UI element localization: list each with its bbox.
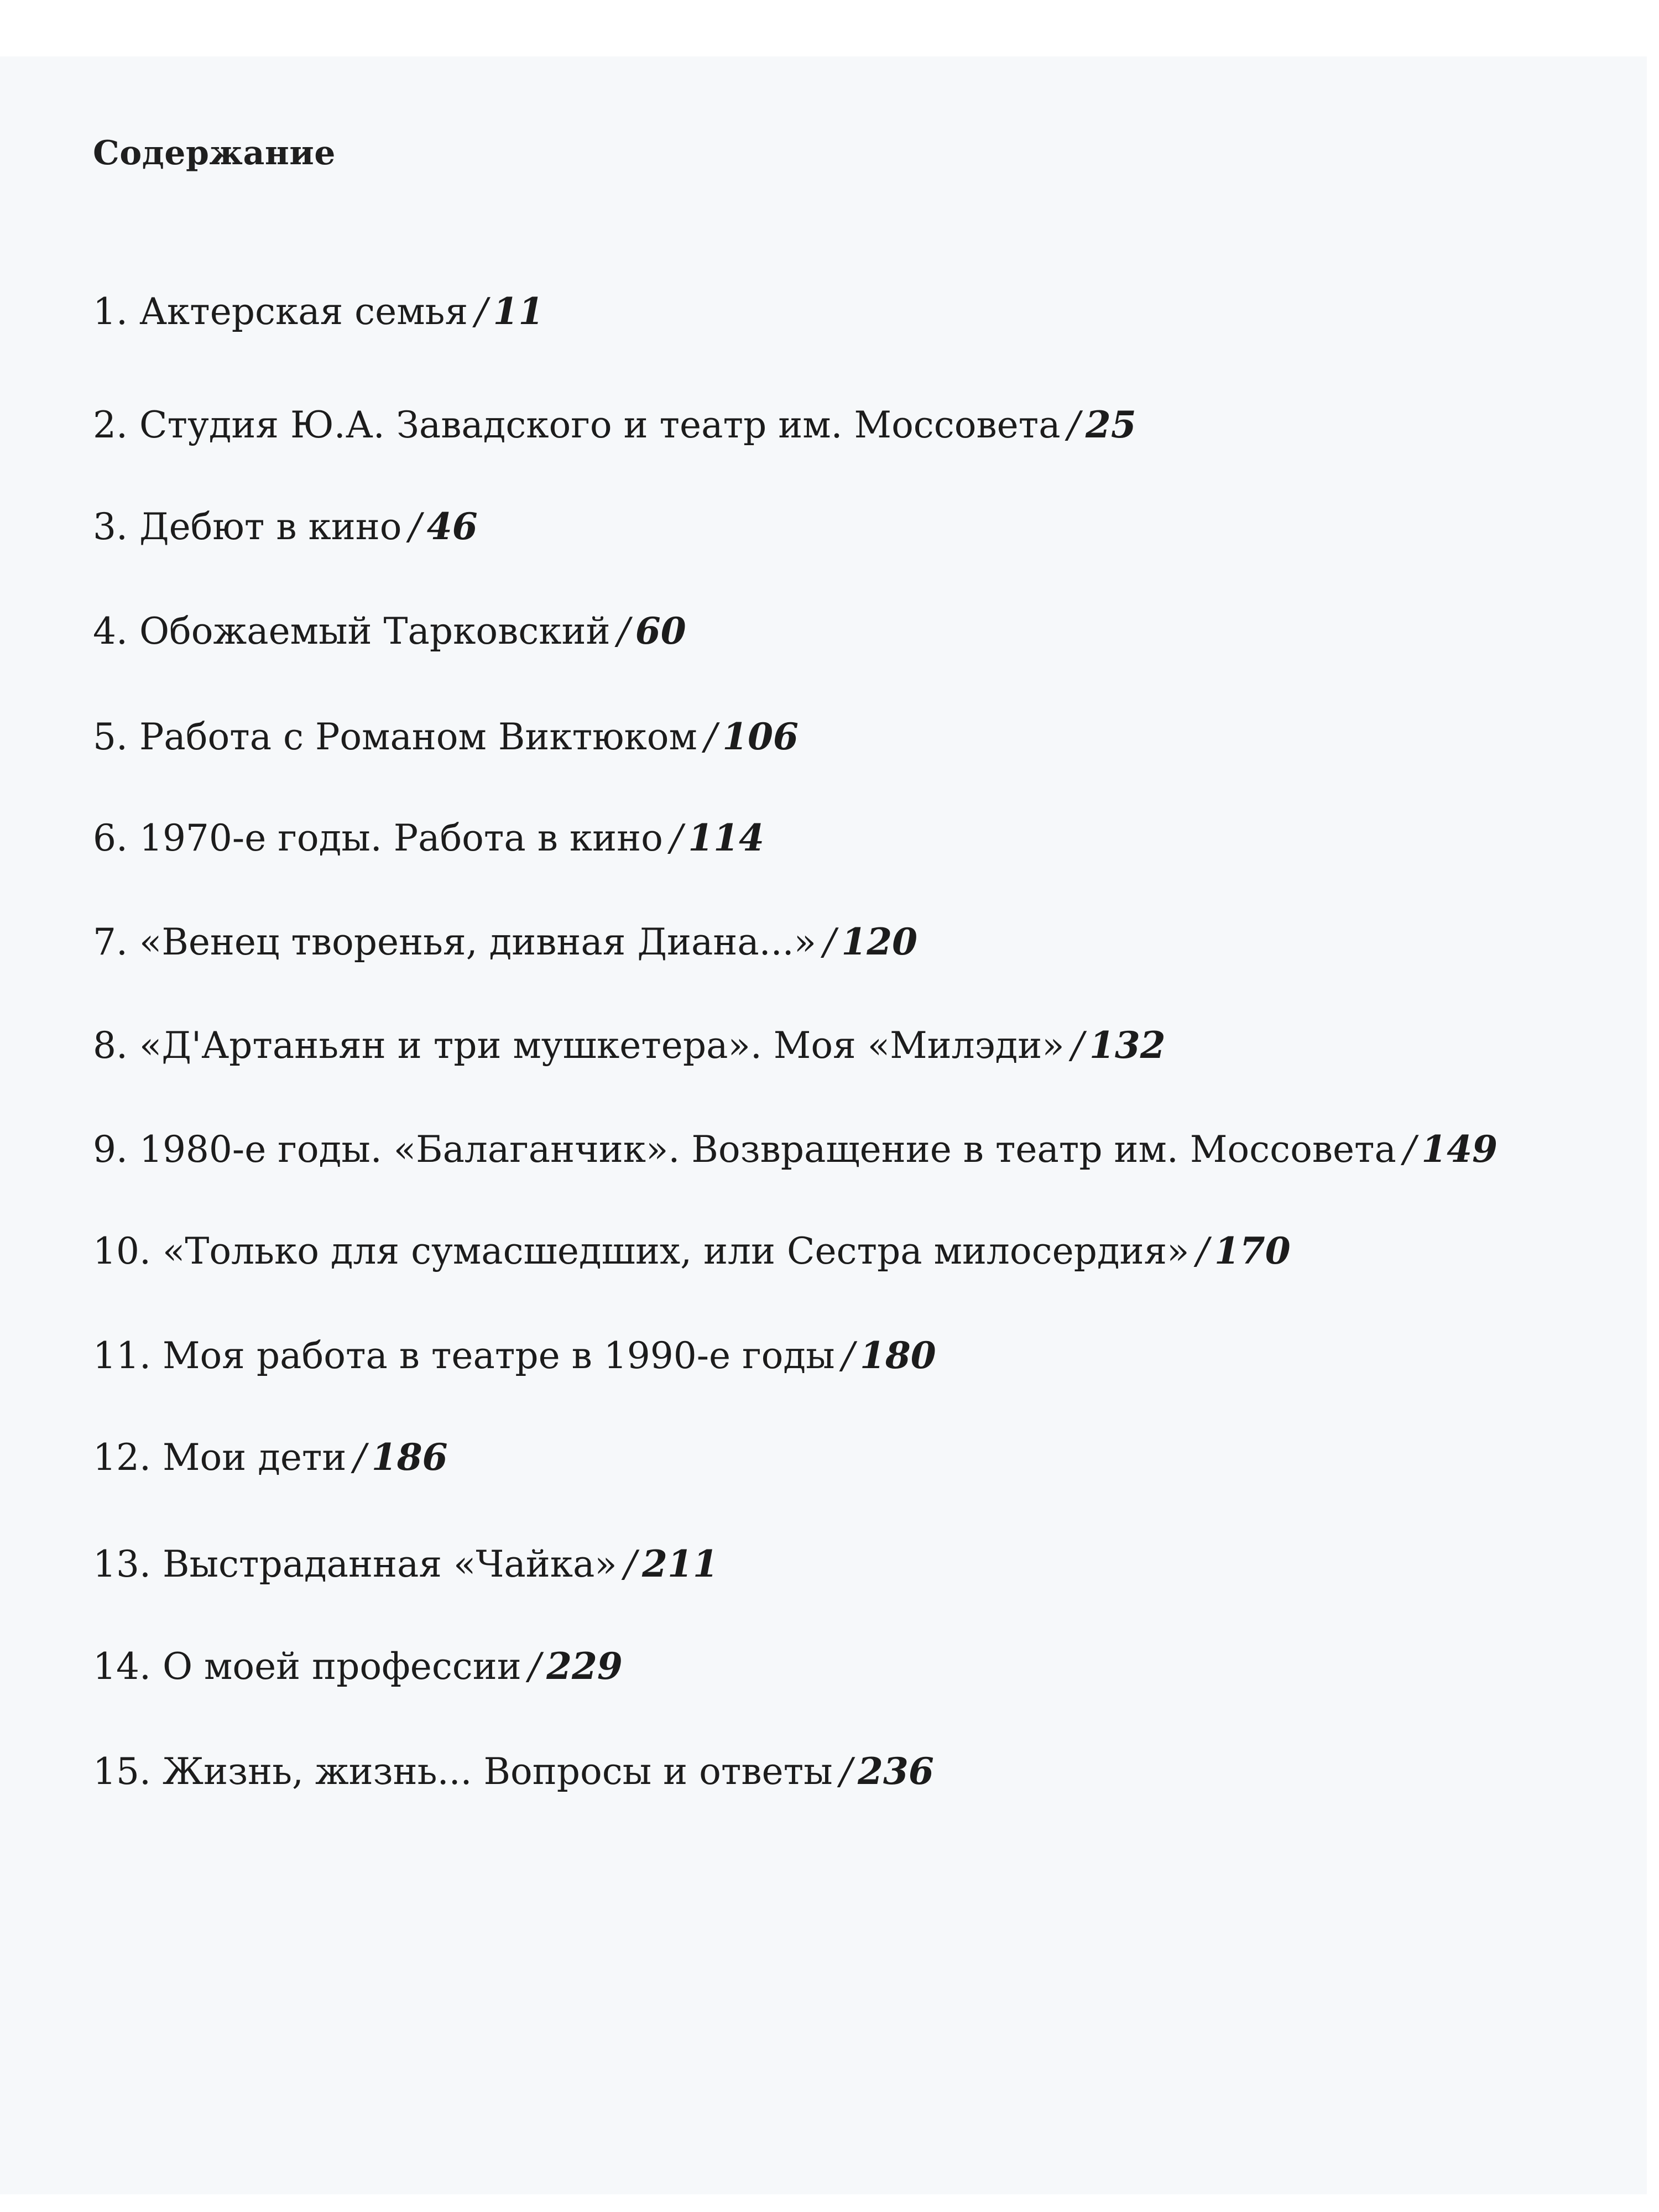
separator: / [1196, 1230, 1209, 1272]
toc-entry-7 [93, 920, 918, 963]
separator: / [409, 505, 421, 548]
contents-heading: Содержание [93, 134, 336, 173]
toc-page-number: 186 [371, 1436, 448, 1479]
toc-page-number: 149 [1421, 1128, 1498, 1171]
toc-entry-title: 11. Моя работа в театре в 1990-е годы [93, 1334, 835, 1377]
toc-entry-11 [93, 1334, 936, 1377]
toc-entry-15 [93, 1750, 934, 1793]
toc-page-number: 132 [1089, 1024, 1166, 1067]
contents-list [0, 56, 1647, 2194]
toc-page-number: 170 [1214, 1229, 1291, 1272]
toc-entry-13 [93, 1542, 718, 1585]
toc-entry-title: 8. «Д'Артаньян и три мушкетера». Моя «Милэди» [93, 1024, 1065, 1067]
toc-entry-title: 12. Мои дети [93, 1436, 347, 1479]
toc-entry-2 [93, 403, 1136, 446]
toc-entry-title: 9. 1980-е годы. «Балаганчик». Возвращение в театр им. Моссовета [93, 1128, 1396, 1171]
toc-page-number: 180 [859, 1334, 936, 1377]
toc-page-number: 11 [493, 290, 544, 333]
toc-page-number: 229 [546, 1645, 623, 1688]
toc-entry-title: 14. О моей профессии [93, 1645, 521, 1688]
separator: / [842, 1334, 854, 1377]
toc-page-number: 236 [858, 1750, 934, 1793]
separator: / [528, 1645, 541, 1688]
toc-entry-title: 13. Выстраданная «Чайка» [93, 1543, 617, 1585]
toc-entry-10 [93, 1229, 1291, 1272]
toc-entry-title: 4. Обожаемый Тарковский [93, 610, 611, 653]
separator: / [475, 290, 488, 333]
separator: / [353, 1436, 366, 1479]
separator: / [823, 921, 836, 963]
toc-page-number: 114 [688, 816, 764, 859]
toc-entry-5 [93, 715, 799, 758]
toc-page-number: 106 [722, 715, 799, 758]
toc-entry-1 [93, 290, 544, 333]
toc-entry-title: 6. 1970-е годы. Работа в кино [93, 817, 663, 859]
separator: / [617, 610, 630, 653]
toc-entry-9 [93, 1128, 1498, 1171]
toc-entry-title: 3. Дебют в кино [93, 505, 402, 548]
separator: / [1071, 1024, 1084, 1067]
toc-entry-title: 5. Работа с Романом Виктюком [93, 716, 697, 758]
toc-entry-title: 7. «Венец творенья, дивная Диана...» [93, 921, 816, 963]
toc-entry-title: 15. Жизнь, жизнь... Вопросы и ответы [93, 1750, 833, 1793]
separator: / [1404, 1128, 1416, 1171]
toc-entry-title: 10. «Только для сумасшедших, или Сестра милосердия» [93, 1230, 1190, 1272]
toc-entry-title: 1. Актерская семья [93, 290, 468, 333]
separator: / [839, 1750, 853, 1793]
toc-page-number: 25 [1085, 403, 1136, 446]
toc-page-number: 46 [426, 505, 478, 548]
separator: / [1067, 404, 1080, 446]
toc-entry-12 [93, 1436, 448, 1479]
toc-entry-title: 2. Студия Ю.А. Завадского и театр им. Моссовета [93, 404, 1061, 446]
toc-entry-8 [93, 1024, 1166, 1067]
toc-entry-4 [93, 609, 686, 653]
separator: / [705, 716, 717, 758]
toc-entry-6 [93, 816, 764, 859]
separator: / [670, 817, 683, 859]
book-page [0, 56, 1647, 2194]
toc-entry-3 [93, 505, 478, 548]
toc-entry-14 [93, 1645, 623, 1688]
toc-page-number: 120 [841, 920, 918, 963]
separator: / [624, 1543, 637, 1585]
toc-page-number: 211 [642, 1542, 718, 1585]
toc-page-number: 60 [635, 609, 686, 653]
